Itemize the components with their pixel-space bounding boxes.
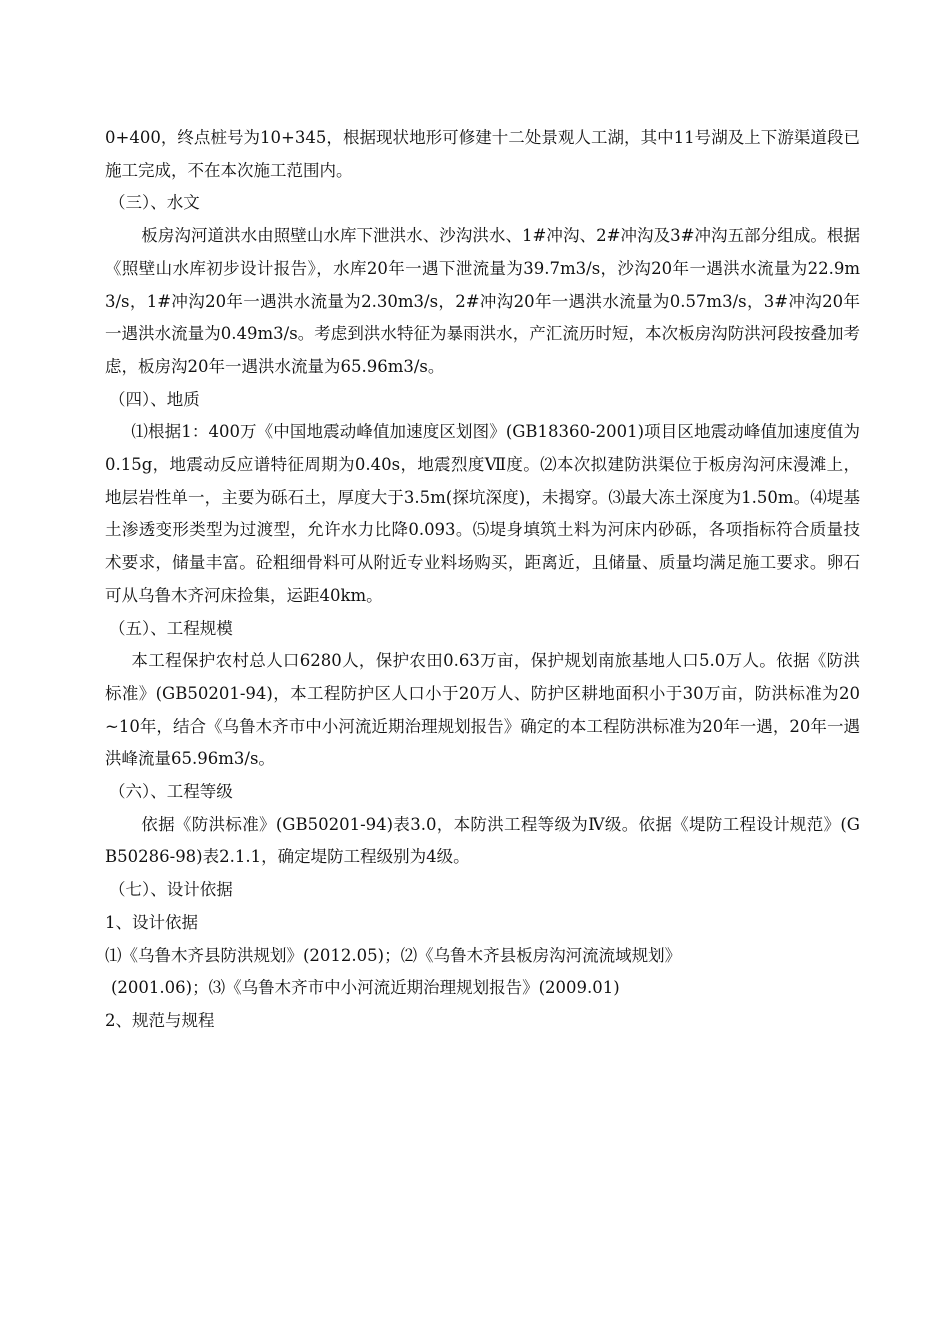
- subheading-design-basis: 1、设计依据: [105, 912, 198, 932]
- paragraph-grade: 依据《防洪标准》(GB50201-94)表3.0，本防洪工程等级为Ⅳ级。依据《堤防工程设计规范》(GB50286-98)表2.1.1，确定堤防工程级别为4级。: [105, 814, 860, 867]
- document-body: [105, 122, 860, 1038]
- section-heading-design-basis: （七）、设计依据: [109, 880, 233, 900]
- paragraph-hydrology: 板房沟河道洪水由照壁山水库下泄洪水、沙沟洪水、1#冲沟、2#冲沟及3#冲沟五部分组成。根据《照壁山水库初步设计报告》，水库20年一遇下泄流量为39.7m3/s，沙沟20年一遇洪水流量为22.9m3/s，1#冲沟20年一遇洪水流量为2.30m3/s，2#冲沟20年一遇洪水流量为0.57m3/s，3#冲沟20年一遇洪水流量为0.49m3/s。考虑到洪水特征为暴雨洪水，产汇流历时短，本次板房沟防洪河段按叠加考虑，板房沟20年一遇洪水流量为65.96m3/s。: [105, 226, 860, 376]
- section-heading-geology: （四）、地质: [109, 389, 200, 409]
- section-heading-scale: （五）、工程规模: [109, 618, 233, 638]
- paragraph-scale: 本工程保护农村总人口6280人，保护农田0.63万亩，保护规划南旅基地人口5.0万人。依据《防洪标准》(GB50201-94)，本工程防护区人口小于20万人、防护区耕地面积小于30万亩，防洪标准为20~10年，结合《乌鲁木齐市中小河流近期治理规划报告》确定的本工程防洪标准为20年一遇，20年一遇洪峰流量65.96m3/s。: [105, 651, 860, 769]
- section-heading-hydrology: （三）、水文: [109, 193, 200, 213]
- paragraph-geology: ⑴根据1：400万《中国地震动峰值加速度区划图》(GB18360-2001)项目区地震动峰值加速度值为0.15g，地震动反应谱特征周期为0.40s，地震烈度Ⅶ度。⑵本次拟建防洪渠位于板房沟河床漫滩上，地层岩性单一，主要为砾石土，厚度大于3.5m(探坑深度)，未揭穿。⑶最大冻土深度为1.50m。⑷堤基土渗透变形类型为过渡型，允许水力比降0.093。⑸堤身填筑土料为河床内砂砾，各项指标符合质量技术要求，储量丰富。砼粗细骨料可从附近专业料场购买，距离近，且储量、质量均满足施工要求。卵石可从乌鲁木齐河床捡集，运距40km。: [105, 422, 860, 605]
- section-heading-grade: （六）、工程等级: [109, 782, 233, 802]
- subheading-standards: 2、规范与规程: [105, 1010, 215, 1030]
- reference-line-2: (2001.06)；⑶《乌鲁木齐市中小河流近期治理规划报告》(2009.01): [111, 978, 620, 998]
- paragraph-intro: 0+400，终点桩号为10+345，根据现状地形可修建十二处景观人工湖，其中11号湖及上下游渠道段已施工完成，不在本次施工范围内。: [105, 128, 860, 180]
- reference-line-1: ⑴《乌鲁木齐县防洪规划》(2012.05)；⑵《乌鲁木齐县板房沟河流流域规划》: [105, 945, 682, 965]
